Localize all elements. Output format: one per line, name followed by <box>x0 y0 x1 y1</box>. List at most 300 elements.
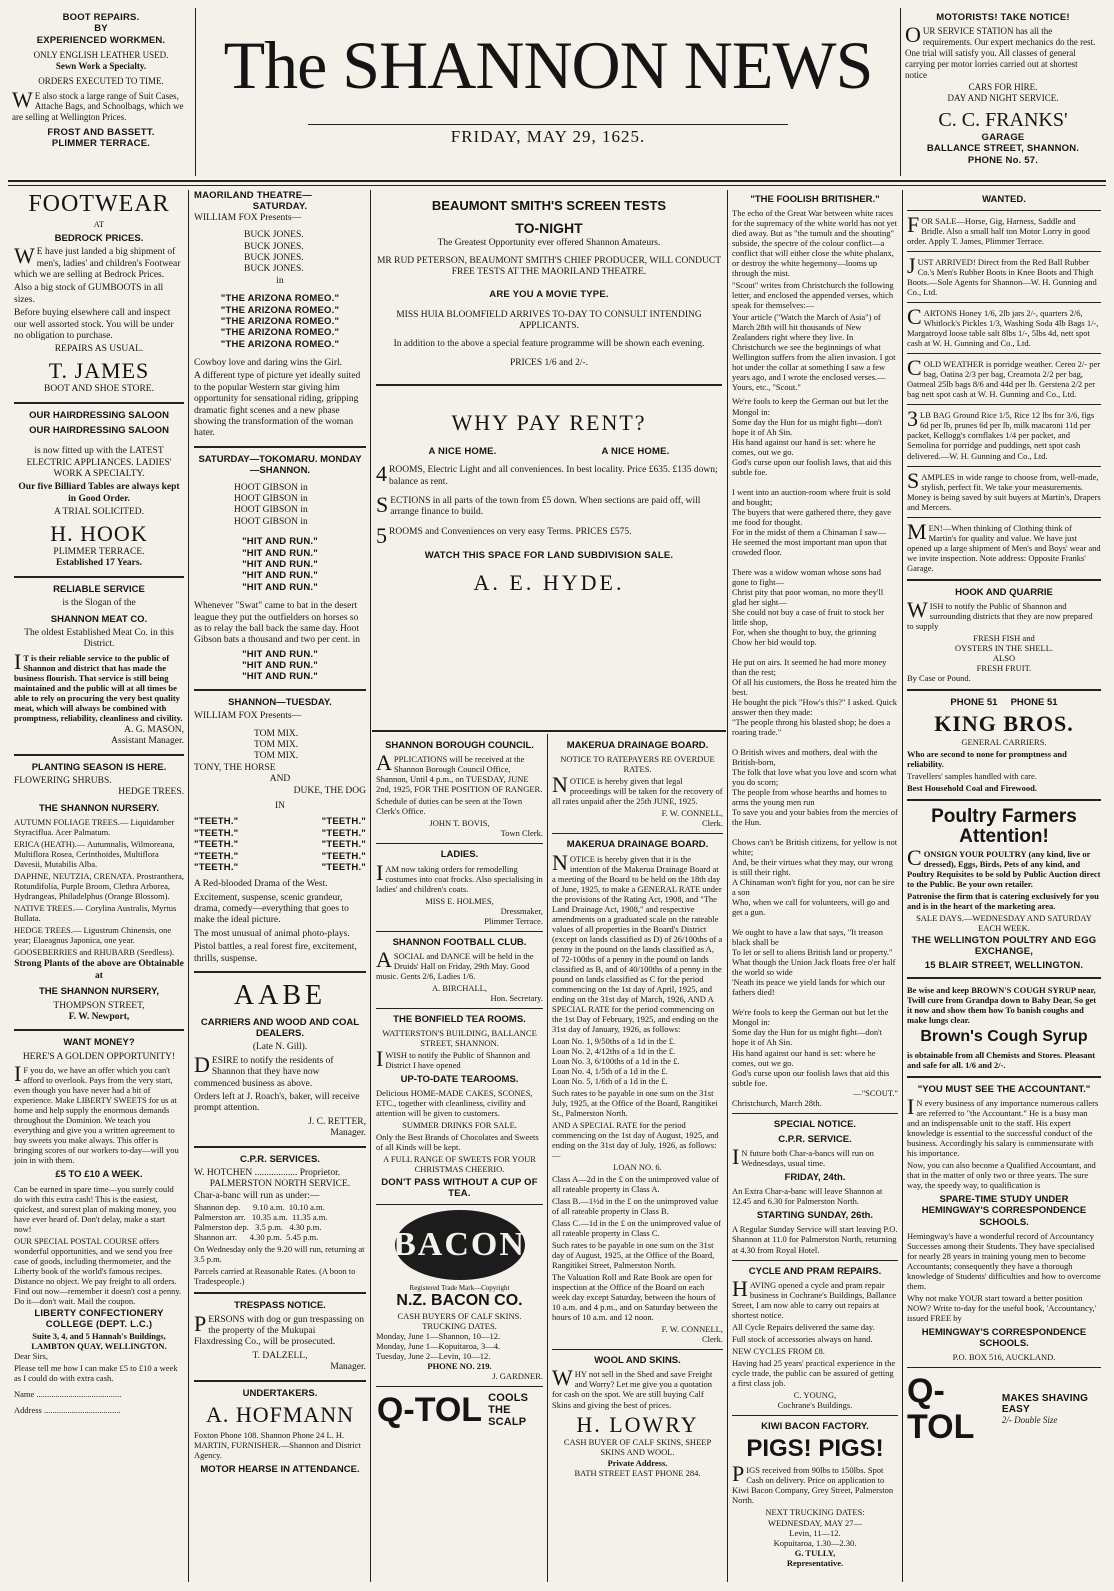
makerua-heading-2: MAKERUA DRAINAGE BOARD. <box>566 839 709 851</box>
money-college: LIBERTY CONFECTIONERY COLLEGE (DEPT. L.C.) <box>34 1307 164 1331</box>
bacon-dates: TRUCKING DATES. <box>422 1321 497 1332</box>
hitrun-line: "HIT AND RUN." <box>242 581 318 593</box>
coupon-address-field[interactable]: Address .................................... <box>14 1404 121 1415</box>
cpr-under: Char-a-banc will run as under:— <box>194 1190 320 1201</box>
poultry-heading: Poultry Farmers <box>931 806 1077 828</box>
masthead-title: The SHANNON NEWS <box>223 30 873 103</box>
column-4 <box>552 736 723 1582</box>
column-3 <box>376 736 543 1582</box>
rent-sub: A NICE HOME. <box>601 445 670 457</box>
poem-line: There was a widow woman whose sons had gone to fight— <box>732 566 881 587</box>
tearooms-text: Only the Best Brands of Chocolates and Sweets of all Kinds will be kept. <box>376 1132 539 1153</box>
ladies-sign: MISS E. HOLMES, <box>425 895 494 906</box>
plant-name: THE SHANNON NURSERY, <box>39 986 159 998</box>
beaumont-text: In addition to the above a special feature programme will be shown each evening. <box>393 338 705 349</box>
qtol-tagline: COOLS THE SCALP <box>488 1392 529 1429</box>
council-text: Schedule of duties can be seen at the Town Clerk's Office. <box>376 796 523 817</box>
hitrun-line: "HIT AND RUN." <box>242 547 318 559</box>
footwear-at: AT <box>93 218 105 229</box>
meat-sign: Assistant Manager. <box>111 736 184 747</box>
poem-line: His hand against our hand is set: where he comes, out we go. <box>732 436 876 457</box>
foolish-text: "Scout" writes from Christchurch the following letter, and enclosed the appended verses, which speak for themselves:— <box>732 280 894 311</box>
column-1 <box>14 190 184 1582</box>
hair-text: A TRIAL SOLICITED. <box>54 507 144 518</box>
king-text: Who are second to none for promptness and reliability. <box>907 749 1067 770</box>
meat-heading: RELIABLE SERVICE <box>53 583 145 595</box>
wanted-item: FOR SALE—Horse, Gig, Harness, Saddle and Bridle. Also a small half ton Motor Lorry in good order. Apply T. James, Plimmer Terrace. <box>907 212 1090 247</box>
tearooms-heading: THE BONFIELD TEA ROOMS. <box>393 1013 526 1025</box>
tearooms-text: SUMMER DRINKS FOR SALE. <box>402 1120 517 1131</box>
hair-addr: PLIMMER TERRACE. <box>53 547 145 558</box>
aabe-text: DESIRE to notify the residents of Shannon that they have now commenced business as above. <box>194 1051 334 1089</box>
poem-line: Of all his customers, the Boss he treated him the best. <box>732 676 897 697</box>
ear-right-name: C. C. FRANKS' <box>938 108 1068 131</box>
foolish-heading: "THE FOOLISH BRITISHER." <box>750 194 880 205</box>
kiwi-text: PIGS received from 90lbs to 150lbs. Spot Cash on delivery. Price on application to Kiwi Bacon Company, Grey Street, Palmerston North. <box>732 1461 894 1506</box>
ear-right-ad <box>905 12 1101 174</box>
plant-line: HEDGE TREES. <box>118 787 184 798</box>
footwear-text: Before buying elsewhere call and inspect our well assorted stock. You will be under no obligation to purchase. <box>14 308 174 341</box>
foolish-text: The echo of the Great War between white races for the supremacy of the white world has not yet died away. But as "the tumult and the shouting" subside, the spectre of the colour conflict—a conflict that will either close the white phalanx, or destroy the white hegemony—looms up through the mist. <box>732 208 897 279</box>
aabe-title: AABE <box>233 980 327 1012</box>
bacon-sign: J. GARDNER. <box>492 1371 543 1382</box>
ear-right-sub: GARAGE <box>981 131 1025 143</box>
loan-line: Loan No. 1, 9/50ths of a 1d in the £. <box>552 1035 676 1046</box>
theatre-text: Excitement, suspense, scenic grandeur, drama, comedy—everything that goes to make the ideal picture. <box>194 892 349 926</box>
cpr-time: Shannon arr. 4.30 p.m. 5.45 p.m. <box>194 1232 319 1243</box>
loan-line: Loan No. 5, 1/6th of a 1d in the £. <box>552 1075 668 1086</box>
ear-left-sign: FROST AND BASSETT. <box>47 126 155 138</box>
brown-text: Be wise and keep BROWN'S COUGH SYRUP near, Twill cure from Grandpa down to Baby Dear, So get it now and show them how To banish coughs and make lungs clear. <box>907 984 1097 1025</box>
hoot-list <box>234 483 366 529</box>
cycle-text: All Cycle Repairs delivered the same day. <box>732 1321 875 1332</box>
loan-6: LOAN NO. 6. <box>613 1161 662 1172</box>
money-heading: WANT MONEY? <box>63 1037 135 1049</box>
makerua-text-2: Class C.—1d in the £ on the unimproved value of all rateable property in Class C. <box>552 1218 722 1239</box>
aabe-sub: CARRIERS AND WOOD AND COAL DEALERS. <box>200 1016 360 1040</box>
ear-left-line2: Sewn Work a Specialty. <box>55 60 147 71</box>
hook-quarrie-text: WISH to notify the Public of Shannon and surrounding districts that they are now prepared to supply <box>907 596 1093 631</box>
theatre-day: SATURDAY. <box>252 201 308 213</box>
footwear-store: BOOT AND SHOE STORE. <box>44 384 154 395</box>
wanted-item: SAMPLES in wide range to choose from, well-made, stylish, perfect fit. We take your measurements. Money is being saved by suit buyers at Martin's, Drapers and Mercers. <box>907 467 1101 512</box>
theatre-text: Cowboy love and daring wins the Girl. <box>194 358 343 369</box>
arizona-line: "THE ARIZONA ROMEO." <box>220 304 340 316</box>
trespass-sign: T. DALZELL, <box>252 1350 308 1361</box>
football-heading: SHANNON FOOTBALL CLUB. <box>392 936 527 948</box>
ear-right-line2: DAY AND NIGHT SERVICE. <box>947 93 1059 104</box>
poem-line <box>732 557 898 567</box>
poem-line: The folk that love what you love and scorn what you do scorn; <box>732 767 897 788</box>
poultry-heading: Attention! <box>959 826 1049 848</box>
undertakers-name: A. HOFMANN <box>205 1401 355 1427</box>
ear-left-body: WE also stock a large range of Suit Cases, Attache Bags, and Schoolbags, which we are selling at Wellington Prices. <box>12 86 184 123</box>
beaumont-text: The Greatest Opportunity ever offered Shannon Amateurs. <box>437 238 661 249</box>
footwear-title: FOOTWEAR <box>28 191 170 217</box>
ear-right-addr: BALLANCE STREET, SHANNON. <box>926 143 1080 155</box>
poem-line: A Chinaman won't fight for you, nor can he sire a son <box>732 877 895 898</box>
poem-line: 'Neath its peace we yield lands for which our fathers died! <box>732 977 886 998</box>
theatre-heading: MAORILAND THEATRE— <box>194 190 312 201</box>
loan-line: Loan No. 2, 4/12ths of a 1d in the £. <box>552 1045 676 1056</box>
masthead-divider-right <box>900 8 901 176</box>
undertakers-text: Foxton Phone 108. Shannon Phone 24 L. H. MARTIN, FURNISHER.—Shannon and District Agency. <box>194 1430 361 1461</box>
ladies-sign: Plimmer Terrace. <box>484 915 543 926</box>
masthead-rule <box>308 124 788 125</box>
poem-line: The people from whose hearths and homes to arms the young men run <box>732 787 887 808</box>
tearooms-text: DON'T PASS WITHOUT A CUP OF TEA. <box>381 1176 538 1199</box>
trespass-text: PERSONS with dog or gun trespassing on the property of the Mukupai Flaxdressing Co., will be prosecuted. <box>194 1310 364 1348</box>
makerua-heading: MAKERUA DRAINAGE BOARD. <box>566 740 709 751</box>
cpr-proprietor: W. HOTCHEN .................. Proprietor. <box>194 1167 341 1178</box>
poem-line <box>732 477 898 487</box>
tuesday-presents: WILLIAM FOX Presents— <box>194 711 302 722</box>
trespass-heading: TRESPASS NOTICE. <box>234 1300 326 1312</box>
beaumont-heading: BEAUMONT SMITH'S SCREEN TESTS <box>431 198 667 213</box>
wanted-item: COLD WEATHER is porridge weather. Cereo 2/- per bag, Oatina 2/3 per bag, Creamota 2/2 per bag, Oatmeal 25lb bags 8/6 and 44d per lb. Gerstena 2/2 per bag nett spot cash at W. H. Gunning and Co., Ltd. <box>907 355 1101 400</box>
tearooms-text: A FULL RANGE OF SWEETS FOR YOUR CHRISTMAS CHEERIO. <box>383 1154 536 1175</box>
cpr-text: On Wednesday only the 9.20 will run, returning at 3.5 p.m. <box>194 1244 365 1265</box>
hoot-line: HOOT GIBSON in <box>234 482 308 493</box>
tom-mix-line: TOM MIX. <box>254 728 299 739</box>
beaumont-text: ARE YOU A MOVIE TYPE. <box>489 288 609 300</box>
bacon-line: Tuesday, June 2—Levin, 10—12. <box>376 1351 491 1362</box>
accountant-heading-2: SPARE-TIME STUDY UNDER HEMINGWAY'S CORRESPONDENCE SCHOOLS. <box>921 1194 1087 1228</box>
masthead-divider-left <box>195 8 196 176</box>
ear-right-line1: CARS FOR HIRE. <box>968 82 1038 93</box>
poem-line: He put on airs. It seemed he had more money than the rest; <box>732 656 887 677</box>
hitrun-line: "HIT AND RUN." <box>242 536 318 548</box>
ear-left-line3: ORDERS EXECUTED TO TIME. <box>38 75 164 86</box>
ear-right-heading: MOTORISTS! TAKE NOTICE! <box>936 12 1070 23</box>
poem-line <box>732 647 898 657</box>
makerua-text-2: Class B.—1½d in the £ on the unimproved value of all rateable property in Class B. <box>552 1196 719 1217</box>
plant-line: FLOWERING SHRUBS. <box>14 776 112 787</box>
qtol-price: 2/- Double Size <box>1001 1415 1058 1425</box>
kiwi-heading: KIWI BACON FACTORY. <box>761 1420 869 1432</box>
bacon-reg: Registered Trade Mark—Copyright <box>409 1283 510 1292</box>
hook-quarrie-line: OYSTERS IN THE SHELL. <box>954 642 1054 653</box>
wanted-item: MEN!—When thinking of Clothing think of Martin's for quality and value. We have just opened up a large shipment of Men's and Boys' wear and we invite inspection. Note address: Opposite Franks' Garage. <box>907 518 1101 573</box>
column-rule <box>902 190 903 1582</box>
theatre-in: in <box>276 275 284 286</box>
wanted-heading: WANTED. <box>982 194 1026 205</box>
makerua-text-2: Such rates to be payable in one sum on the 31st day of August, 1925, at the Office of the Board, Rangitikei Street, Palmerston North. <box>552 1240 715 1271</box>
column-rule <box>370 190 371 1582</box>
accountant-heading: "YOU MUST SEE THE ACCOUNTANT." <box>917 1083 1091 1095</box>
plant-item: ERICA (HEATH).— Autumnalis, Wilmoreana, Multiflora Rosea, Cerinthoides, Multiflora Davesii, Mutabilis Alba. <box>14 839 175 870</box>
center-column-rule <box>547 734 548 1582</box>
buck-jones-line: BUCK JONES. <box>244 241 304 252</box>
meat-sign: A. G. MASON, <box>124 724 184 735</box>
ear-right-body: OUR SERVICE STATION has all the requirements. Our expert mechanics do the rest. One trial will satisfy you. All classes of general carrying per motor lorries carried out at shortest notice <box>905 22 1096 80</box>
meat-text: The oldest Established Meat Co. in this District. <box>24 627 174 650</box>
loan-line: Loan No. 3, 6/100ths of a 1d in the £. <box>552 1055 680 1066</box>
wool-addr: Private Address. <box>607 1457 668 1468</box>
arizona-line: "THE ARIZONA ROMEO." <box>220 315 340 327</box>
poem-sign: —"SCOUT." <box>853 1087 898 1098</box>
undertakers-foot: MOTOR HEARSE IN ATTENDANCE. <box>200 1464 360 1476</box>
ladies-sign: Dressmaker, <box>500 905 543 916</box>
aabe-sign: Manager. <box>330 1128 366 1139</box>
cycle-sign: Cochrane's Buildings. <box>777 1399 853 1410</box>
hair-est: Established 17 Years. <box>56 558 142 569</box>
football-sign: A. BIRCHALL, <box>431 982 487 993</box>
rent-text: 5ROOMS and Conveniences on very easy Terms. PRICES £575. <box>376 522 632 548</box>
special-text: A Regular Sunday Service will start leaving P.O. Shannon at 11.0 for Palmerston North, returning at 4.30 from Royal Hotel. <box>732 1224 898 1255</box>
poem-line <box>732 737 898 747</box>
hitrun-line: "HIT AND RUN." <box>242 558 318 570</box>
column-5 <box>732 190 898 1582</box>
kiwi-date: WEDNESDAY, MAY 27— <box>767 1517 863 1528</box>
rent-name: A. E. HYDE. <box>473 569 625 595</box>
trespass-sign: Manager. <box>330 1362 366 1373</box>
tearooms-heading-2: UP-TO-DATE TEAROOMS. <box>400 1074 519 1086</box>
arizona-line: "THE ARIZONA ROMEO." <box>220 293 340 305</box>
kiwi-sign: Representative. <box>786 1557 844 1568</box>
football-sign: Hon. Secretary. <box>490 992 543 1003</box>
makerua-text-2: NOTICE is hereby given that it is the intention of the Makerua Drainage Board at a meeting of the Board to be held on the 18th day of June, 1925, to make a GENERAL RATE under the provisions of the Rating Act, 1908, and "The Land Drainage Act, 1908," and respective amendments on a graduated scale on the rateable values of all properties in the Board's District (except on lands classified as D) of 26/100ths of a penny in the pound on the lands classified as A, of 72-100ths of a penny in the pound on lands classified as B, and of 40/100ths of a penny in the pound on lands classified as C for the period commencing on the 1st day of April, 1925, and ending on the 31st day of March, 1926, AND A SPECIAL RATE for the period commencing on the 1st Day of February, 1925, and ending on the 31st day of January, 1926, as follows: <box>552 849 723 1034</box>
poem-line: Who, when we call for volunteers, will go and get a gun. <box>732 897 890 918</box>
cpr-heading: C.P.R. SERVICES. <box>240 1153 320 1165</box>
teeth-line: "TEETH." <box>194 839 239 851</box>
hitrun-line: "HIT AND RUN." <box>242 570 318 582</box>
accountant-box: P.O. BOX 516, AUCKLAND. <box>952 1352 1056 1363</box>
qtol-tagline-2: MAKES SHAVING EASY <box>1001 1393 1089 1415</box>
hitrun-line: "HIT AND RUN." <box>242 671 318 683</box>
cpr-time: Palmerston arr. 10.35 a.m. 11.35 a.m. <box>194 1212 328 1223</box>
poem-line <box>732 827 898 837</box>
accountant-name: HEMINGWAY'S CORRESPONDENCE SCHOOLS. <box>921 1326 1087 1350</box>
hoot-line: HOOT GIBSON in <box>234 493 308 504</box>
poem <box>732 396 898 1087</box>
footwear-text: Also a big stock of GUMBOOTS in all sizes. <box>14 283 164 305</box>
rent-text: 4ROOMS, Electric Light and all conveniences. In best locality. Price £635. £135 down; balance as rent. <box>376 461 718 487</box>
buck-jones-list <box>244 230 366 276</box>
cycle-text: Having had 25 years' practical experience in the cycle trade, the public can be assured of getting a first class job. <box>732 1357 896 1388</box>
makerua-text-2: Class A—2d in the £ on the unimproved value of all rateable property in Class A. <box>552 1174 719 1195</box>
meat-name: SHANNON MEAT CO. <box>50 613 148 625</box>
beaumont-text: MISS HUIA BLOOMFIELD ARRIVES TO-DAY TO CONSULT INTENDING APPLICANTS. <box>396 309 702 332</box>
plant-addr: THOMPSON STREET, <box>53 1000 145 1011</box>
plant-nursery: THE SHANNON NURSERY. <box>39 802 159 814</box>
beaumont-prices: PRICES 1/6 and 2/-. <box>509 358 589 369</box>
makerua-text: NOTICE is hereby given that legal proceedings will be taken for the recovery of all rates unpaid after the 25th JUNE, 1925. <box>552 772 723 807</box>
poem-line: We're fools to keep the German out but let the Mongol in: <box>732 396 889 417</box>
makerua-text-2: Such rates to be payable in one sum on the 31st July, 1925, at the Office of the Board, Rangitikei St., Palmerston North. <box>552 1087 718 1118</box>
ear-left-ad <box>12 12 190 174</box>
hair-text: is now fitted up with the LATEST ELECTRIC APPLIANCES. LADIES' WORK A SPECIALTY. <box>26 446 172 480</box>
tearooms-sub: WATTERSTON'S BUILDING, BALLANCE STREET, SHANNON. <box>382 1028 537 1049</box>
ladies-text: IAM now taking orders for remodelling costumes into coat frocks. Also specialising in ladies' and children's coats. <box>376 859 543 894</box>
tokomaru-heading: SATURDAY—TOKOMARU. MONDAY—SHANNON. <box>198 453 362 477</box>
hair-heading: OUR HAIRDRESSING SALOON <box>29 409 169 421</box>
football-text: ASOCIAL and DANCE will be held in the Druids' Hall on Friday, 29th May. Good music. Gents 2/6, Ladies 1/6. <box>376 946 534 981</box>
column-2 <box>194 190 366 1582</box>
aabe-text: Orders left at J. Roach's, baker, will receive prompt attention. <box>194 1091 360 1114</box>
hook-quarrie-line: FRESH FRUIT. <box>976 662 1032 673</box>
buck-jones-line: BUCK JONES. <box>244 264 304 275</box>
hoot-line: HOOT GIBSON in <box>234 505 308 516</box>
special-text: An Extra Char-a-banc will leave Shannon at 12.45 and 6.30 for Palmerston North. <box>732 1186 883 1207</box>
money-coupon: Please tell me how I can make £5 to £10 a week as I could do with extra cash. <box>14 1362 178 1383</box>
teeth-line: "TEETH." <box>321 861 366 873</box>
bacon-logo: BACON <box>395 1210 525 1280</box>
hair-text: Our five Billiard Tables are always kept in Good Order. <box>18 482 180 504</box>
money-dear: Dear Sirs, <box>14 1350 48 1361</box>
ear-left-by: BY <box>94 23 108 35</box>
teeth-line: "TEETH." <box>321 850 366 862</box>
money-text: Can be earned in spare time—you surely could do with this extra cash! This is the easiest, quickest, and surest plan of making money, you have ever heard of. Don't delay, make a start now! <box>14 1183 177 1234</box>
king-text: Best Household Coal and Firewood. <box>907 783 1037 794</box>
teeth-line: "TEETH." <box>321 827 366 839</box>
beaumont-text: MR RUD PETERSON, BEAUMONT SMITH'S CHIEF PRODUCER, WILL CONDUCT FREE TESTS AT THE MAORILAND THEATRE. <box>376 255 722 278</box>
foolish-text: Your article ("Watch the March of Asia") of March 28th will hit thousands of New Zealanders right where they live. In Christchurch we see the beginnings of what Wellington suffers from the alien invasion. I got hot under the collar at something I saw a few years ago, and I wrote the enclosed verses.—Yours, etc., "Scout." <box>732 312 896 393</box>
tom-mix-line: TOM MIX. <box>254 740 299 751</box>
footwear-text: REPAIRS AS USUAL. <box>54 344 144 355</box>
theatre-text: Whenever "Swat" came to bat in the desert league they put the outfielders on horses so as to relay the ball back the same day. Hoot Gibson bats a thousand and two per cent. in <box>194 601 360 646</box>
accountant-text: Why not make YOUR start toward a better position NOW? Write to-day for the useful book, 'Accountancy,' issued FREE by <box>907 1292 1097 1323</box>
buck-jones-line: BUCK JONES. <box>244 230 304 241</box>
poem-line: Some day the Hun for us might fight—don't hope it of Ah Sin. <box>732 1027 883 1048</box>
makerua-text-2: AND A SPECIAL RATE for the period commencing on the 1st day of August, 1925, and ending on the 31st day of July, 1926, as follows:— <box>552 1119 719 1160</box>
makerua-sign-2: F. W. CONNELL, <box>661 1324 723 1335</box>
footwear-text: WE have just landed a big shipment of men's, ladies' and children's Footwear which we are selling at Bedrock Prices. <box>14 243 181 280</box>
bacon-sub: CASH BUYERS OF CALF SKINS. <box>397 1311 522 1322</box>
makerua-sub: NOTICE TO RATEPAYERS RE OVERDUE RATES. <box>560 754 715 775</box>
king-name: KING BROS. <box>934 711 1074 737</box>
center-top <box>376 190 722 730</box>
poultry-text: Patronise the firm that is catering exclusively for you and is in the heart of the marketing area. <box>907 891 1099 912</box>
rent-heading: WHY PAY RENT? <box>451 409 647 435</box>
money-sub: HERE'S A GOLDEN OPPORTUNITY! <box>22 1051 176 1062</box>
poem-line: She could not buy a case of fruit to stock her little shop, <box>732 606 885 627</box>
money-text: OUR SPECIAL POSTAL COURSE offers wonderful opportunities, and we send you free case of goods, including thermometer, and the Liberty book of the world's famous recipes. Distance no object. We pay freight to all orders. Find out now—remember it doesn't cost a penny. Do it—don't wait. Mail the coupon. <box>14 1235 182 1306</box>
loan-list <box>552 1036 723 1086</box>
plant-owner: F. W. Newport, <box>68 1011 130 1022</box>
tearooms-text: IWISH to notify the Public of Shannon and District I have opened <box>376 1046 531 1072</box>
tom-mix-line: TOM MIX. <box>254 751 299 762</box>
teeth-line: "TEETH." <box>194 861 239 873</box>
special-sunday: STARTING SUNDAY, 26th. <box>756 1210 874 1222</box>
bacon-heading: N.Z. BACON CO. <box>396 1292 523 1310</box>
footwear-name: T. JAMES <box>48 357 150 383</box>
bacon-line: Monday, June 1—Shannon, 10—12. <box>376 1331 501 1342</box>
poem-line: And, be their virtues what they may, our wrong is still their right. <box>732 857 893 878</box>
wool-text: WHY not sell in the Shed and save Freight and Worry? Let me give you a quotation for cash on the spot. We are still buying Calf Skins and giving the best of prices. <box>552 1365 713 1410</box>
ear-right-phone: PHONE No. 57. <box>967 154 1039 166</box>
money-heading: £5 TO £10 A WEEK. <box>55 1169 143 1181</box>
hook-quarrie-heading: HOOK AND QUARRIE <box>955 586 1053 598</box>
hitrun-line: "HIT AND RUN." <box>242 660 318 672</box>
poem-line: To let or sell to aliens British land or property." <box>732 947 893 958</box>
masthead-bottom-rule <box>8 180 1106 186</box>
wool-heading: WOOL AND SKINS. <box>594 1355 681 1367</box>
wanted-item: 3LB BAG Ground Rice 1/5, Rice 12 lbs for 3/6, figs 6d per lb, prunes 6d per lb, milk macaroni 11d per packet, Kellogg's cornflakes 1/4 per packet, and Semolina for porridge and puddings, nett spot cash delivered.—W. H. Gunning and Co., Ltd. <box>907 406 1095 461</box>
poem-line: Chows can't be British citizens, for yellow is not white; <box>732 837 898 858</box>
bacon-phone: PHONE NO. 219. <box>427 1361 492 1372</box>
column-rule <box>188 190 189 1582</box>
center-rule <box>372 730 726 732</box>
poem-line: To save you and your babies from the mercies of the Hun. <box>732 807 898 828</box>
rent-text: SECTIONS in all parts of the town from £5 down. When sections are paid off, will arrange finance to build. <box>376 492 701 518</box>
cpr-text: Parcels carried at Reasonable Rates. (A boon to Tradespeople.) <box>194 1266 356 1287</box>
theatre-text: A different type of picture yet ideally suited to the popular Western star giving him opportunity for sensational riding, gripping dramatic fight scenes and a new phase showing the transformation of the woman hater. <box>194 371 361 439</box>
cycle-text: HAVING opened a cycle and pram repair business in Cochrane's Buildings, Ballance Street, I am now able to carry out repairs at shortest notice. <box>732 1275 897 1320</box>
kiwi-sign: G. TULLY, <box>794 1547 836 1558</box>
cpr-route: PALMERSTON NORTH SERVICE. <box>209 1179 351 1190</box>
teeth-line: "TEETH." <box>194 816 239 828</box>
special-text: IN future both Char-a-bancs will run on Wednesdays, usual time. <box>732 1144 874 1169</box>
plant-heading: PLANTING SEASON IS HERE. <box>31 761 167 773</box>
qtol-logo-2: Q-TOL <box>907 1372 975 1447</box>
poem-line: "The people throng his blasted shop; he does a roaring trade." <box>732 716 891 737</box>
makerua-text-2: The Valuation Roll and Rate Book are open for inspection at the Office of the Board on each week day except Saturday, between the hours of 10 a.m. and 4 p.m., and on Saturday between the hours of 10 a.m. and 12 noon. <box>552 1272 718 1323</box>
tearooms-text: Delicious HOME-MADE CAKES, SCONES, ETC., together with cleanliness, civility and attention will be given to customers. <box>376 1088 533 1119</box>
ear-left-sub: EXPERIENCED WORKMEN. <box>36 34 166 46</box>
coupon-name-field[interactable]: Name ........................................ <box>14 1388 122 1399</box>
theatre-text: The most unusual of animal photo-plays. <box>194 928 350 939</box>
poem-place: Christchurch, March 28th. <box>732 1097 822 1108</box>
wool-phone: BATH STREET EAST PHONE 284. <box>574 1467 701 1478</box>
makerua-sign-2: Clerk. <box>701 1334 723 1345</box>
poultry-text: SALE DAYS.—WEDNESDAY AND SATURDAY EACH WEEK. <box>916 913 1092 934</box>
poem-line: God's curse upon our foolish laws, that aid this subtle foe. <box>732 456 892 477</box>
poem-line: For in the midst of them a Chinaman I saw— <box>732 526 887 537</box>
council-text: APPLICATIONS will be received at the Shannon Borough Council Office, Shannon, Until 4 p.m., on TUESDAY, JUNE 2nd, 1925, FOR THE POSITION OF RANGER. <box>376 750 543 795</box>
poem-line: The buyers that were gathered there, they gave me food for thought. <box>732 506 892 527</box>
column-rule <box>727 190 728 1582</box>
masthead <box>198 30 898 175</box>
bacon-line: Monday, June 1—Kopuitaroa, 3—4. <box>376 1341 501 1352</box>
makerua-sign: Clerk. <box>701 818 723 829</box>
arizona-line: "THE ARIZONA ROMEO." <box>220 327 340 339</box>
qtol-logo: Q-TOL <box>376 1391 483 1430</box>
teeth-line: "TEETH." <box>194 850 239 862</box>
wool-sub: CASH BUYER OF CALF SKINS, SHEEP SKINS AND WOOL. <box>563 1437 712 1458</box>
ear-left-addr: PLIMMER TERRACE. <box>51 138 151 150</box>
theatre-text: Pistol battles, a real forest fire, excitement, thrills, suspense. <box>194 942 357 964</box>
money-addr: Suite 3, 4, and 5 Hannah's Buildings, LAMBTON QUAY, WELLINGTON. <box>31 1330 167 1351</box>
wanted-item: CARTONS Honey 1/6, 2lb jars 2/-, quarters 2/6, Whitlock's Pickles 1/3, Washing Soda 4lb Bags 1/-, Margatroyd loose table salt 8lbs 1/-, 5lbs 4d, nett spot cash at W. H. Gunning and Co., Ltd. <box>907 304 1099 349</box>
kiwi-big: PIGS! PIGS! <box>746 1435 884 1463</box>
ladies-heading: LADIES. <box>440 849 479 861</box>
plant-item: DAPHNE, NEUTZIA, CRENATA. Prostranthera, Rotundifolia, Purple Broom, Clethra Arborea, Hydrangeas, Philadelphus (Orange Blossom). <box>14 871 184 902</box>
king-phone: PHONE 51 PHONE 51 <box>950 696 1058 708</box>
council-sign: Town Clerk. <box>500 828 543 839</box>
theatre-presents: WILLIAM FOX Presents— <box>194 212 302 223</box>
plant-item: AUTUMN FOLIAGE TREES.— Liquidamber Styraciflua. Acer Palmatum. <box>14 817 175 838</box>
loan-line: Loan No. 4, 1/5th of a 1d in the £. <box>552 1065 668 1076</box>
hook-quarrie-line: By Case or Pound. <box>907 672 971 683</box>
meat-sub: is the Slogan of the <box>62 598 136 609</box>
teeth-line: "TEETH." <box>194 827 239 839</box>
hitrun-list <box>194 536 366 593</box>
poem-line <box>732 917 898 927</box>
poem-line: We're fools to keep the German out but let the Mongol in: <box>732 1007 889 1028</box>
poultry-text: CONSIGN YOUR POULTRY (any kind, live or dressed), Eggs, Birds, Pets of any kind, and Poultry Requisites to be sold by Public Auction direct to the Public. Be your own retailer. <box>907 845 1101 890</box>
cycle-sign: C. YOUNG, <box>793 1389 837 1400</box>
special-sub: C.P.R. SERVICE. <box>778 1133 852 1145</box>
poem-line <box>732 997 898 1007</box>
poem-line: He bought the pick "How's this?" I asked. Quick answer then they made: <box>732 696 897 717</box>
king-text: Travellers' samples handled with care. <box>907 771 1037 782</box>
hook-quarrie-line: ALSO <box>992 652 1016 663</box>
cpr-time: Palmerston dep. 3.5 p.m. 4.30 p.m. <box>194 1222 322 1233</box>
beaumont-tonight: TO-NIGHT <box>515 219 583 236</box>
column-6 <box>907 190 1101 1582</box>
plant-item: NATIVE TREES.— Corylina Australis, Myrtus Bullata. <box>14 903 177 924</box>
